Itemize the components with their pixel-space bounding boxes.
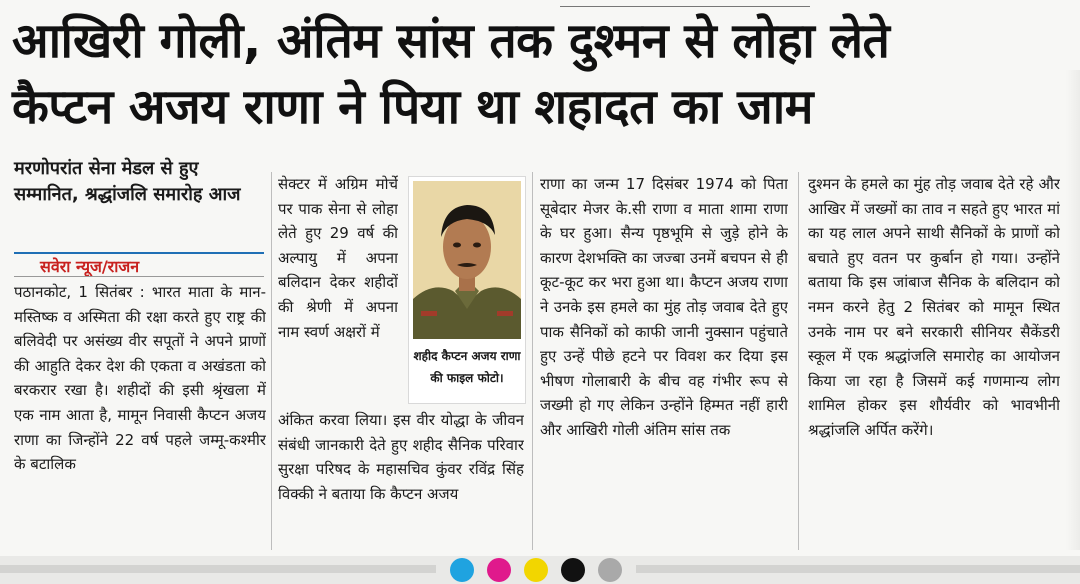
article-column-2-continued: अंकित करवा लिया। इस वीर योद्धा के जीवन संबंधी जानकारी देते हुए शहीद सैनिक परिवार सुरक्षा परिषद के महासचिव कुंवर रविंद्र सिंह विक्की ने बताया कि कैप्टन अजय	[278, 411, 524, 503]
registration-strip-right	[636, 565, 1080, 573]
subheadline-rule	[14, 252, 264, 254]
black-registration-dot	[561, 558, 585, 582]
photo-caption: शहीद कैप्टन अजय राणा की फाइल फोटो।	[413, 349, 521, 385]
byline: सवेरा न्यूज/राजन	[40, 257, 140, 276]
magenta-registration-dot	[487, 558, 511, 582]
gray-registration-dot	[598, 558, 622, 582]
column-divider	[798, 172, 799, 550]
cyan-registration-dot	[450, 558, 474, 582]
article-column-4: दुश्मन के हमले का मुंह तोड़ जवाब देते रहे और आखिर में जख्मों का ताव न सहते हुए भारत मां का यह लाल अपने साथी सैनिकों के प्राणों को बचाते हुए वतन पर कुर्बान हो गया। उन्होंने बताया कि इस जांबाज सैनिक के बलिदान को नमन करने हेतु 2 सितंबर को मामून स्थित उनके नाम पर बने सरकारी सीनियर सैकेंडरी स्कूल में एक श्रद्धांजलि समारोह का आयोजन किया जा रहा है जिसमें कई गणमान्य लोग शामिल होकर इस शौर्यवीर को भावभीनी श्रद्धांजलि अर्पित करेंगे।	[808, 175, 1060, 439]
article-column-1: पठानकोट, 1 सितंबर : भारत माता के मान-मस्तिष्क व अस्मिता की रक्षा करते हुए राष्ट्र की बलिवेदी पर असंख्य वीर सपूतों ने अपने प्राणों की आहुति देकर देश की एकता व अखंडता को बरकरार रखा है। शहीदों की इसी श्रृंखला में एक नाम आता है, मामून निवासी कैप्टन अजय राणा का जिन्होंने 22 वर्ष पहले जम्मू-कश्मीर के बटालिक	[14, 283, 266, 474]
article-column-3: राणा का जन्म 17 दिसंबर 1974 को पिता सूबेदार मेजर के.सी राणा व माता शामा राणा के घर हुआ। सैन्य पृष्ठभूमि से जुड़े होने के कारण देशभक्ति का जज्बा उनमें बचपन से ही कूट-कूट कर भरा हुआ था। कैप्टन अजय राणा ने उनके इस हमले का मुंह तोड़ जवाब देते हुए पाक सैनिकों को काफी जानी नुक्सान पहुंचाते हुए उन्हें पीछे हटने पर विवश कर दिया इस भीषण गोलाबारी के बीच वह गंभीर रूप से जख्मी हो गए लेकिन उन्होंने हिम्मत नहीं हारी और आखिरी गोली अंतिम सांस तक	[540, 175, 788, 439]
subheadline: मरणोपरांत सेना मेडल से हुए सम्मानित, श्रद्धांजलि समारोह आज	[14, 158, 241, 205]
byline-rule	[14, 276, 264, 277]
headline-line-1: आखिरी गोली, अंतिम सांस तक दुश्मन से लोहा लेते	[12, 13, 890, 69]
page-edge	[1066, 70, 1080, 550]
headline-line-2: कैप्टन अजय राणा ने पिया था शहादत का जाम	[12, 79, 813, 135]
yellow-registration-dot	[524, 558, 548, 582]
article-column-2: सेक्टर में अग्रिम मोर्चे पर पाक सेना से लोहा लेते हुए 29 वर्ष की अल्पायु में अपना बलिदान देकर शहीदों की श्रेणी में अपना नाम स्वर्ण अक्षरों में	[278, 175, 398, 341]
column-divider	[271, 172, 272, 550]
top-rule	[560, 6, 810, 7]
column-divider	[532, 172, 533, 550]
photo-frame	[408, 176, 526, 404]
portrait-photo-icon	[413, 181, 521, 339]
registration-strip-left	[0, 565, 436, 573]
